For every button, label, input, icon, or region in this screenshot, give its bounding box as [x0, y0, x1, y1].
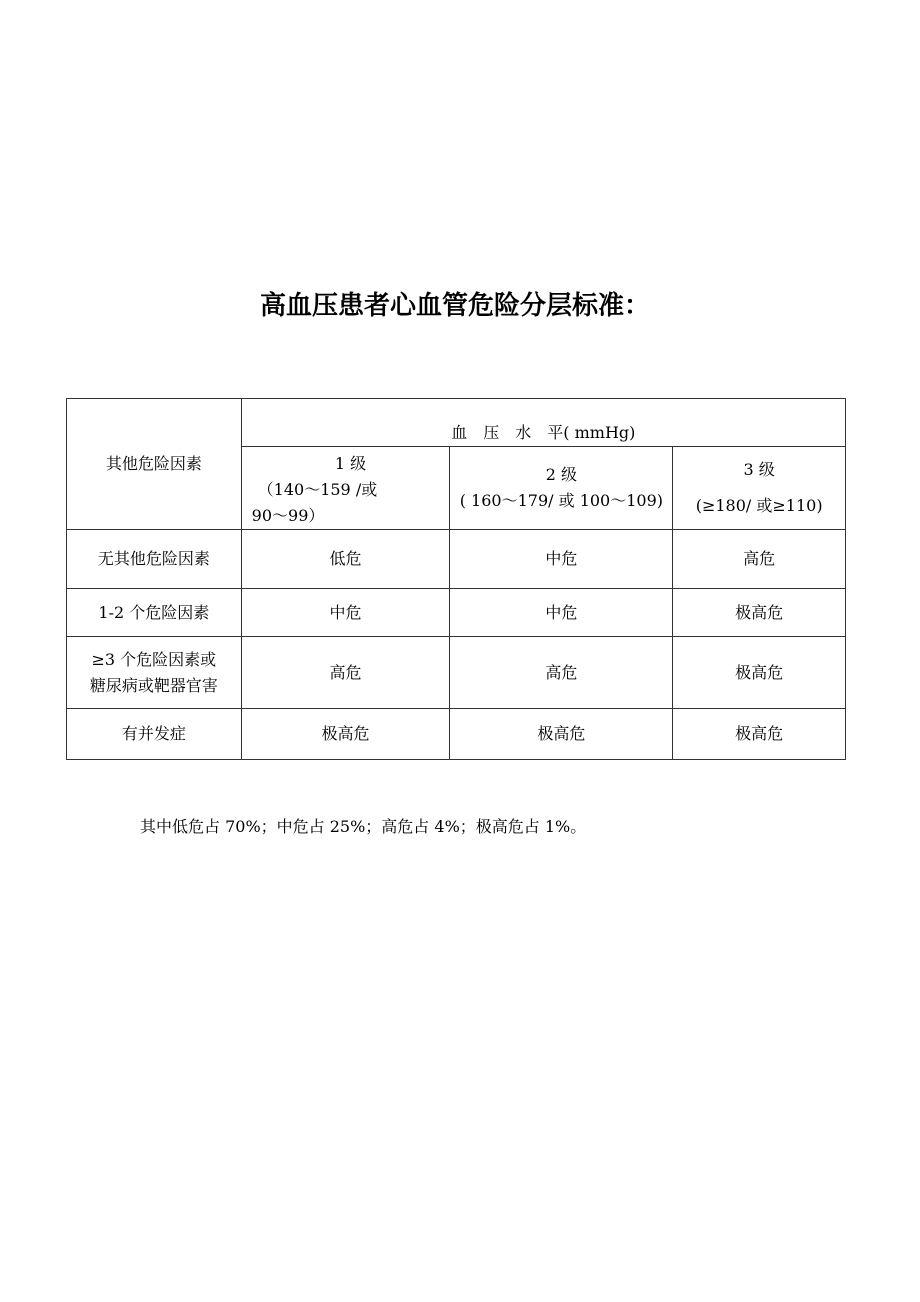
risk-cell: 极高危	[673, 637, 846, 709]
risk-cell: 极高危	[450, 709, 673, 760]
row-factor-cell: 1-2 个危险因素	[67, 589, 242, 637]
page-title: 高血压患者心血管危险分层标准：	[259, 291, 650, 321]
risk-cell: 中危	[241, 589, 450, 637]
risk-cell: 极高危	[673, 709, 846, 760]
grade-2-range: ( 160～179/ 或 100～109)	[459, 491, 664, 510]
risk-stratification-table	[66, 398, 846, 760]
risk-cell: 极高危	[673, 589, 846, 637]
bp-level-header: 血 压 水 平( mmHg)	[241, 399, 845, 447]
grade-3-range: (≥180/ 或≥110)	[695, 496, 823, 515]
risk-cell: 低危	[241, 530, 450, 589]
grade-2-name: 2 级	[545, 465, 578, 484]
risk-cell: 中危	[450, 530, 673, 589]
grade-1-range-line1: （140～159 /或	[257, 480, 378, 499]
footnote-distribution: 其中低危占 70%；中危占 25%；高危占 4%；极高危占 1%。	[140, 817, 587, 836]
row-factor-line1: ≥3 个危险因素或	[91, 649, 217, 669]
corner-header-cell: 其他危险因素	[67, 399, 242, 530]
table-header-row	[67, 399, 846, 447]
row-factor-cell	[67, 637, 242, 709]
table-row	[67, 709, 846, 760]
table-row	[67, 589, 846, 637]
table-row	[67, 530, 846, 589]
row-factor-line2: 糖尿病或靶器官害	[89, 675, 218, 695]
risk-cell: 中危	[450, 589, 673, 637]
grade-1-range-line2: 90～99）	[251, 506, 325, 525]
risk-cell: 高危	[450, 637, 673, 709]
grade-3-name: 3 级	[743, 460, 775, 479]
row-factor-cell: 有并发症	[67, 709, 242, 760]
risk-cell: 高危	[241, 637, 450, 709]
table-row	[67, 637, 846, 709]
risk-cell: 极高危	[241, 709, 450, 760]
grade-1-header	[241, 447, 450, 530]
risk-cell: 高危	[673, 530, 846, 589]
grade-3-header	[673, 447, 846, 530]
grade-1-name: 1 级	[334, 454, 367, 473]
grade-2-header	[450, 447, 673, 530]
row-factor-cell: 无其他危险因素	[67, 530, 242, 589]
